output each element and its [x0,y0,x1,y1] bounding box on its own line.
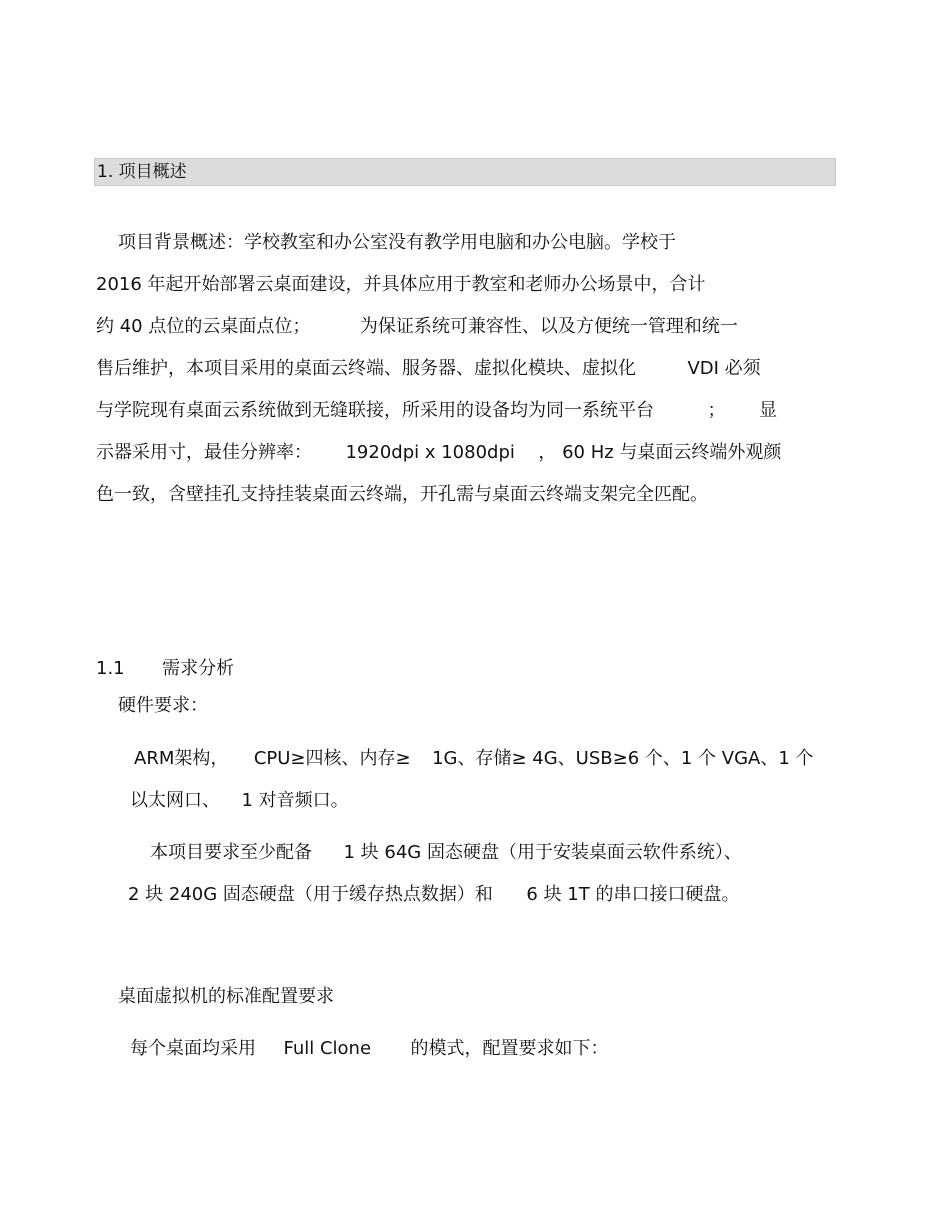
hardware-text: 1 对音频口。 [241,790,349,811]
hardware-text: CPU≥四核、内存≥ [253,748,411,769]
paragraph-text: 1920dpi x 1080dpi [345,442,515,463]
paragraph-line [96,358,761,380]
vm-text: Full Clone [283,1038,372,1059]
paragraph-text: 项目背景概述：学校教室和办公室没有教学用电脑和办公电脑。学校于 [118,232,676,253]
subsection-heading [96,658,234,680]
paragraph-text: VDI 必须 [687,358,761,379]
paragraph-text: 为保证系统可兼容性、以及方便统一管理和统一 [359,316,738,337]
paragraph-text: 60 Hz 与桌面云终端外观颜 [562,442,782,463]
storage-text: 1 块 64G 固态硬盘（用于安装桌面云软件系统）、 [343,842,742,863]
storage-line [128,884,739,906]
paragraph-line [96,442,781,464]
hardware-line [130,790,349,812]
storage-line [150,842,742,864]
paragraph-text: 显 [758,400,777,421]
hardware-text: 以太网口、 [130,790,220,811]
hardware-text: 1G、存储≥ 4G、USB≥6 个、1 个 VGA、1 个 [432,748,814,769]
paragraph-text: 与学院现有桌面云系统做到无缝联接，所采用的设备均为同一系统平台 [96,400,654,421]
section-title: 1. 项目概述 [97,162,187,182]
vm-config-line [130,1038,609,1060]
vm-heading-text: 桌面虚拟机的标准配置要求 [118,986,334,1007]
paragraph-line [118,232,676,254]
vm-heading [118,986,334,1008]
vm-text: 每个桌面均采用 [130,1038,256,1059]
hardware-text: ARM架构， [134,748,229,769]
hardware-line [134,748,814,770]
paragraph-line [96,316,738,338]
paragraph-text: 色一致，含壁挂孔支持挂装桌面云终端，开孔需与桌面云终端支架完全匹配。 [96,484,708,505]
paragraph-text: ； [707,400,726,421]
hardware-label-text: 硬件要求： [118,695,208,716]
hardware-label [118,695,208,717]
section-heading-bar [94,158,836,186]
paragraph-text: 示器采用寸，最佳分辨率： [96,442,312,463]
storage-text: 6 块 1T 的串口接口硬盘。 [526,884,740,905]
storage-text: 2 块 240G 固态硬盘（用于缓存热点数据）和 [128,884,493,905]
paragraph-text: ， [538,442,557,463]
storage-text: 本项目要求至少配备 [150,842,312,863]
paragraph-text: 约 40 点位的云桌面点位； [96,316,311,337]
paragraph-text: 售后维护，本项目采用的桌面云终端、服务器、虚拟化模块、虚拟化 [96,358,636,379]
paragraph-line [96,400,777,422]
paragraph-line [96,484,708,506]
subsection-number: 1.1 [96,658,125,679]
subsection-title: 需求分析 [162,658,235,679]
paragraph-text: 2016 年起开始部署云桌面建设，并具体应用于教室和老师办公场景中，合计 [96,274,706,295]
paragraph-line [96,274,706,296]
vm-text: 的模式，配置要求如下： [410,1038,609,1059]
